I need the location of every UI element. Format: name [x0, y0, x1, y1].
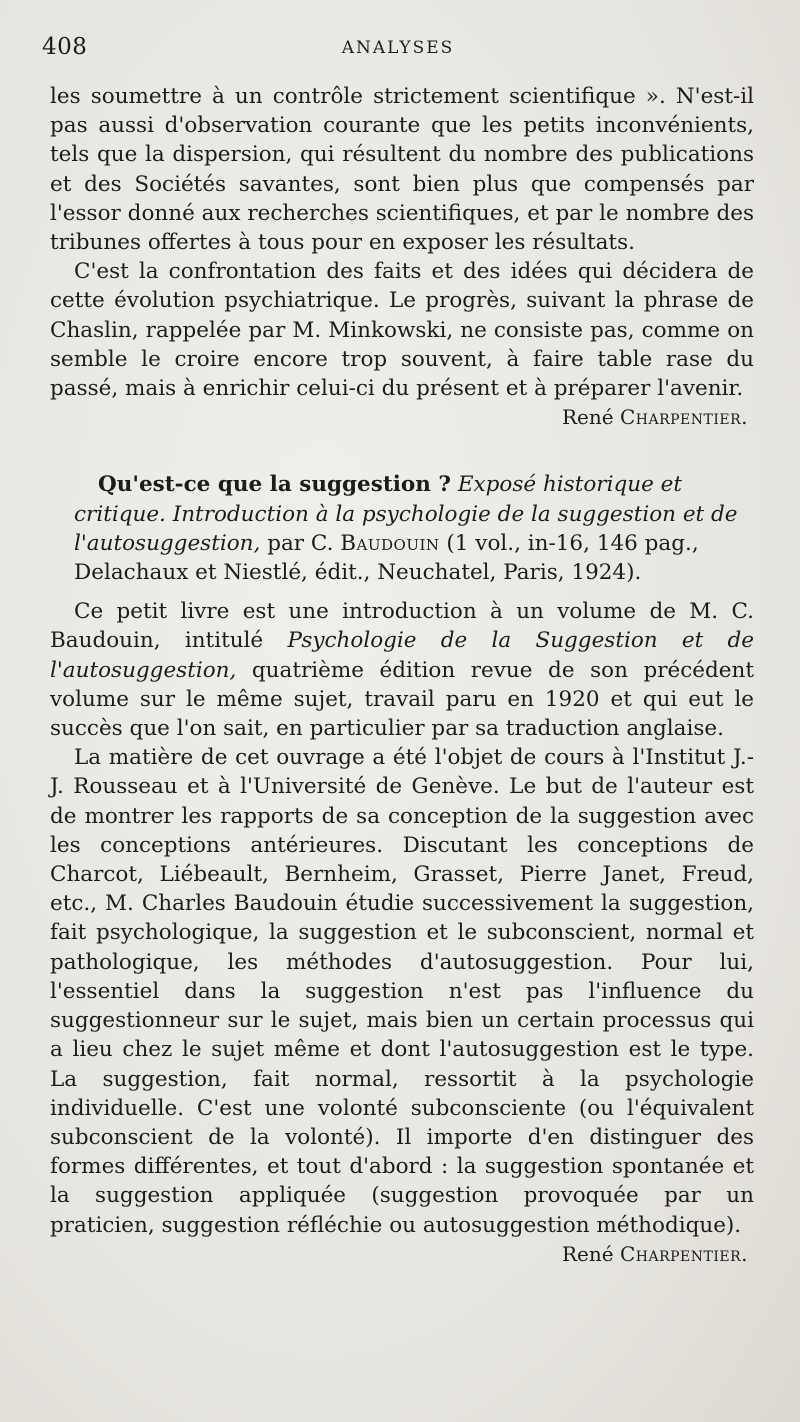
page-number: 408	[42, 34, 88, 60]
review2-author: Baudouin	[340, 530, 440, 556]
review1-signature	[50, 403, 754, 432]
section-gap	[50, 432, 754, 470]
review2-book-title: Psychologie de la Suggestion et de l'autosuggestion,	[50, 628, 754, 683]
signature-first-name: René	[561, 1241, 614, 1266]
review2-signature	[50, 1240, 754, 1269]
review2-subtitle: Exposé historique et critique. Introduction à la psychologie de la suggestion et de l'autosuggestion,	[74, 472, 738, 556]
review2-publication: (1 vol., in-16, 146 pag., Delachaux et Niestlé, édit., Neuchatel, Paris, 1924).	[74, 530, 699, 586]
signature-last-name: Charpentier.	[619, 1241, 748, 1266]
review2-paragraph-2: La matière de cet ouvrage a été l'objet de cours à l'Institut J.-J. Rousseau et à l'Université de Genève. Le but de l'auteur est de montrer les rapports de sa conception de la suggestion avec les conceptions antérieures. Discutant les conceptions de Charcot, Liébeault, Bernheim, Grasset, Pierre Janet, Freud, etc., M. Charles Baudouin étudie successivement la suggestion, fait psychologique, la suggestion et le subconscient, normal et pathologique, les méthodes d'autosuggestion. Pour lui, l'essentiel dans la suggestion n'est pas l'influence du suggestionneur sur le sujet, mais bien un certain processus qui a lieu chez le sujet même et dont l'autosuggestion est le type. La suggestion, fait normal, ressortit à la psychologie individuelle. C'est une volonté subconsciente (ou l'équivalent subconscient de la volonté). Il importe d'en distinguer des formes différentes, et tout d'abord : la suggestion spontanée et la suggestion appliquée (suggestion provoquée par un praticien, suggestion réfléchie ou autosuggestion méthodique).	[50, 745, 754, 1238]
review2-paragraph-1	[50, 597, 754, 743]
body-text	[50, 82, 754, 1269]
review2-title: Qu'est-ce que la suggestion ?	[98, 472, 451, 498]
review2-by: par C.	[267, 530, 334, 556]
running-head: ANALYSES	[341, 38, 455, 58]
review2-heading	[50, 470, 754, 587]
review2-p1-text-b: quatrième édition revue de son précédent volume sur le même sujet, travail paru en 1920 et qui eut le succès que l'on sait, en particulier par sa traduction anglaise.	[50, 657, 754, 742]
review2-p1-text-a: Ce petit livre est une introduction à un volume de M. C. Baudouin, intitulé	[50, 599, 754, 654]
review1-paragraph-1: les soumettre à un contrôle strictement scientifique ». N'est-il pas aussi d'observation courante que les petits inconvénients, tels que la dispersion, qui résultent du nombre des publications et des Sociétés savantes, sont bien plus que compensés par l'essor donné aux recherches scientifiques, et par le nombre des tribunes offertes à tous pour en exposer les résultats.	[50, 84, 754, 256]
heading-gap	[50, 587, 754, 597]
signature-last-name: Charpentier.	[619, 405, 748, 430]
signature-first-name: René	[561, 405, 614, 430]
review1-paragraph-2: C'est la confrontation des faits et des idées qui décidera de cette évolution psychiatrique. Le progrès, suivant la phrase de Chaslin, rappelée par M. Minkowski, ne consiste pas, comme on semble le croire encore trop souvent, à faire table rase du passé, mais à enrichir celui-ci du présent et à préparer l'avenir.	[50, 259, 754, 402]
page-header	[42, 34, 754, 66]
